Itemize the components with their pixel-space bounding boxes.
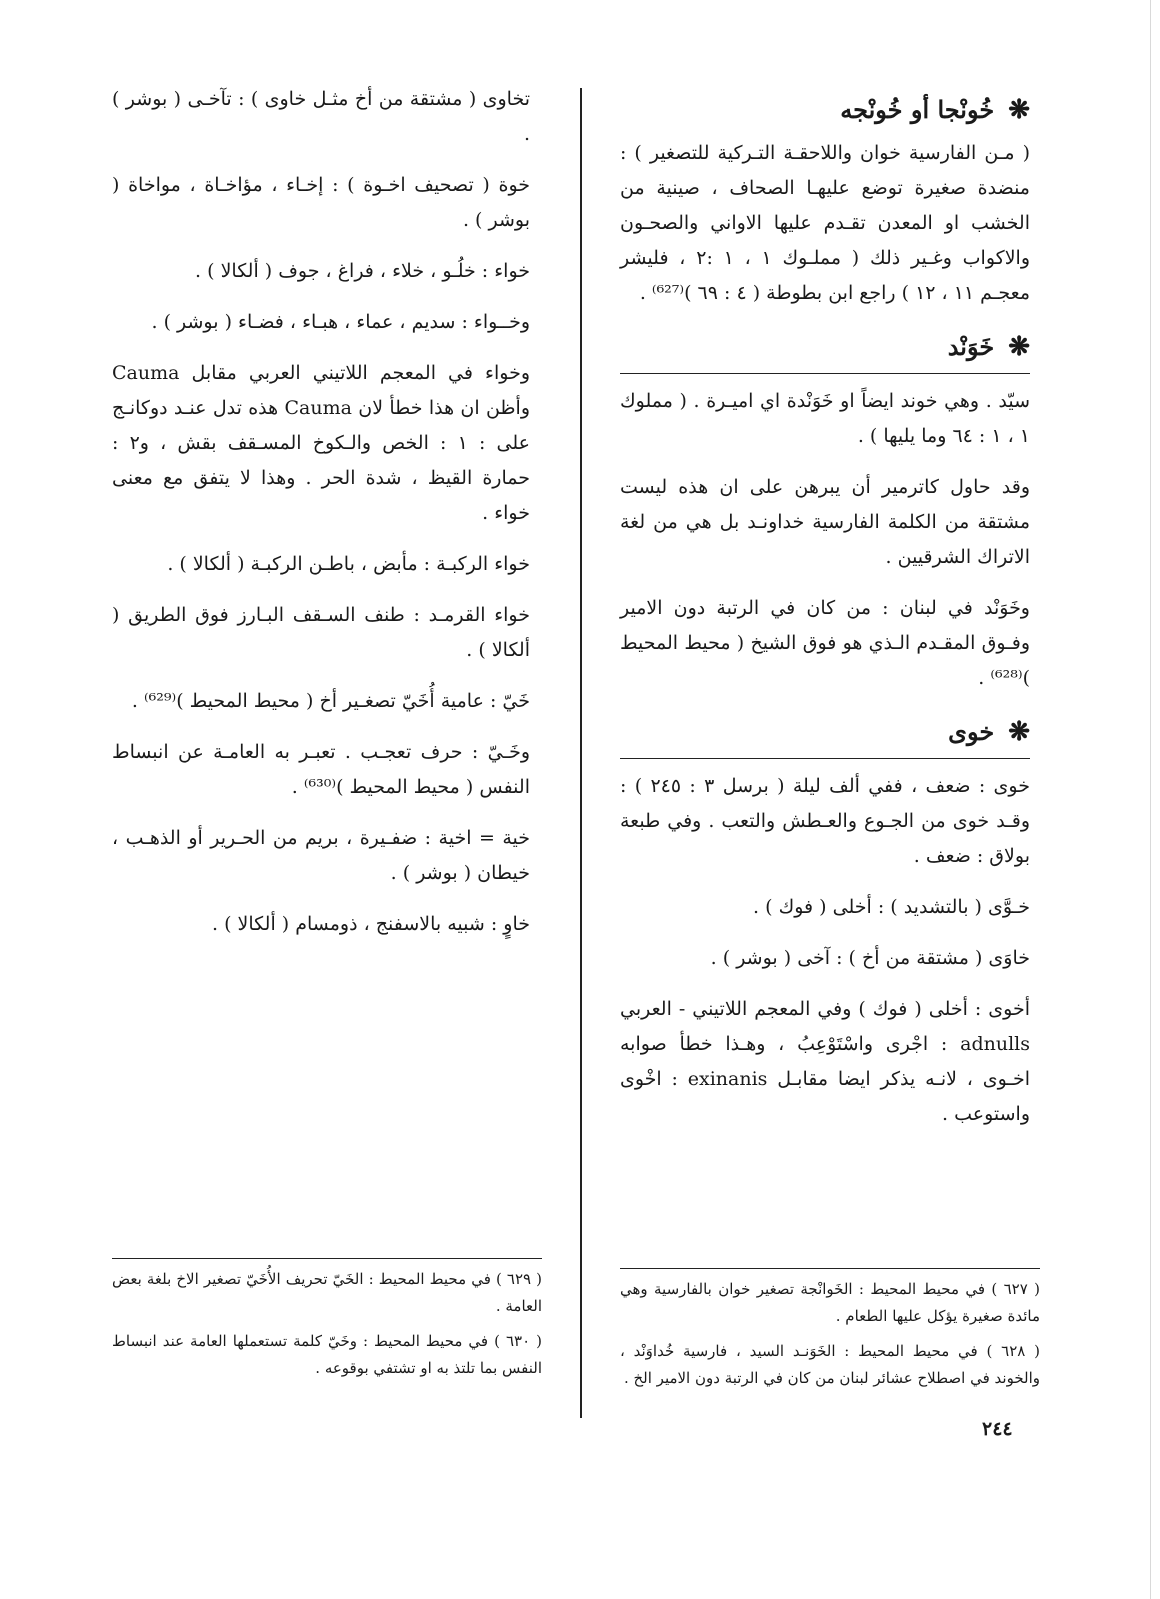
scan-edge-line [1150, 0, 1151, 1599]
entry-paragraph: وخواء في المعجم اللاتيني العربي مقابل Cauma وأظن ان هذا خطأ لان Cauma هذه تدل عنـد دوكانـج على : ١ : الخص والـكوخ المسـقف بقش ، و٢ : حمارة القيظ ، شدة الحر . وهذا لا يتفق مع معنى خواء . [112, 362, 531, 524]
asterism-icon: ❋ [1008, 332, 1030, 362]
entry-paragraph: وقد حاول كاترمير أن يبرهن على ان هذه ليست مشتقة من الكلمة الفارسية خداونـد بل هي من لغة الاتراك الشرقيين . [620, 476, 1030, 568]
footnote: ( ٦٢٧ ) في محيط المحيط : الخَوانْجة تصغير خوان بالفارسية وهي مائدة صغيرة يؤكل عليها الطعام . [620, 1280, 1040, 1325]
entry-paragraph: وخــواء : سديم ، عماء ، هبـاء ، فضـاء ( بوشر ) . [151, 311, 530, 333]
entry-paragraph: خية = اخية : ضفـيرة ، بريم من الحـرير أو الذهـب ، خيطان ( بوشر ) . [112, 827, 530, 884]
entry-paragraph: ( مـن الفارسية خوان واللاحقـة التـركية للتصغير ) : منضدة صغيرة توضع عليهـا الصحاف ، صينية من الخشب او المعدن تقـدم عليها الاواني والصحـون والاكواب وغـير ذلك ( مملـوك ١ ، ١ :٢ ، فليشر معجـم ١١ ، ١٢ ) راجع ابن بطوطة ( ٤ : ٦٩ )⁽⁶²⁷⁾ . [620, 142, 1030, 304]
entry-paragraph: خواء الركبـة : مأبض ، باطـن الركبـة ( ألكالا ) . [167, 553, 530, 575]
entry-title: خوى [948, 717, 995, 746]
footnotes-right [620, 1276, 1040, 1400]
entry-paragraph: خوة ( تصحيف اخـوة ) : إخـاء ، مؤاخـاة ، مواخاة ( بوشر ) . [112, 174, 530, 231]
entry-heading [620, 90, 1030, 130]
entry-paragraph: خواء القرمـد : طنف السـقف البـارز فوق الطريق ( ألكالا ) . [112, 604, 530, 661]
column-divider [580, 88, 582, 1418]
asterism-icon: ❋ [1008, 95, 1030, 125]
entry-paragraph: خاوَى ( مشتقة من أخ ) : آخى ( بوشر ) . [710, 947, 1030, 969]
footnote: ( ٦٣٠ ) في محيط المحيط : وخَيّ كلمة تستعملها العامة عند انبساط النفس بما تلتذ به او تشتفي بوقوعه . [112, 1332, 543, 1377]
entry-paragraph: وخَـيّ : حرف تعجـب . تعبـر به العامـة عن انبساط النفس ( محيط المحيط )⁽⁶³⁰⁾ . [112, 741, 530, 798]
entry-paragraph: تخاوى ( مشتقة من أخ مثـل خاوى ) : تآخـى ( بوشر ) . [112, 88, 530, 145]
right-column [620, 82, 1030, 1148]
entry-paragraph: خاوٍ : شبيه بالاسفنج ، ذومسام ( ألكالا ) . [212, 913, 530, 935]
entry-heading [620, 327, 1030, 367]
entry-paragraph: أخوى : أخلى ( فوك ) وفي المعجم اللاتيني - العربي adnulls : اجْرى واسْتَوْعِبُ ، وهـذا خطأ صوابه اخـوى ، لانـه يذكر ايضا مقابـل exinanis : اخْوى واستوعب . [620, 998, 1030, 1125]
entry-divider [620, 373, 1030, 374]
page-number: ٢٤٤ [982, 1418, 1013, 1440]
entry-divider [620, 758, 1030, 759]
footnote: ( ٦٢٩ ) في محيط المحيط : الخَيّ تحريف الأُخَيّ تصغير الاخ بلغة بعض العامة . [112, 1270, 542, 1315]
entry-paragraph: خوى : ضعف ، ففي ألف ليلة ( برسل ٣ : ٢٤٥ ) : وقـد خوى من الجـوع والعـطش والتعب . وفي طبعة بولاق : ضعف . [620, 775, 1030, 867]
entry-paragraph: سيّد . وهي خوند ايضاً او خَوَنْدة اي اميـرة . ( مملوك ١ ، ١ : ٦٤ وما يليها ) . [620, 390, 1030, 447]
footnote: ( ٦٢٨ ) في محيط المحيط : الخَوَنـد السيد ، فارسية خُداوَنْد ، والخوند في اصطلاح عشائر لبنان من كان في الرتبة دون الامير الخ . [620, 1342, 1040, 1387]
left-column [112, 82, 530, 958]
entry-paragraph: خواء : خلُـو ، خلاء ، فراغ ، جوف ( ألكالا ) . [195, 260, 530, 282]
entry-paragraph: خَيّ : عامية أُخَيّ تصغـير أخ ( محيط المحيط )⁽⁶²⁹⁾ . [131, 690, 530, 712]
entry-paragraph: خـوَّى ( بالتشديد ) : أخلى ( فوك ) . [753, 896, 1030, 918]
entry-heading [620, 712, 1030, 752]
entry-title: خُونْجا أو خُونْجه [840, 95, 995, 124]
asterism-icon: ❋ [1008, 717, 1030, 747]
footnotes-left [112, 1266, 542, 1390]
footnote-rule [112, 1258, 542, 1259]
footnote-rule [620, 1268, 1040, 1269]
entry-paragraph: وخَوَنْد في لبنان : من كان في الرتبة دون الامير وفـوق المقـدم الـذي هو فوق الشيخ ( محيط المحيط )⁽⁶²⁸⁾ . [620, 597, 1030, 689]
entry-title: خَوَنْد [947, 332, 995, 361]
